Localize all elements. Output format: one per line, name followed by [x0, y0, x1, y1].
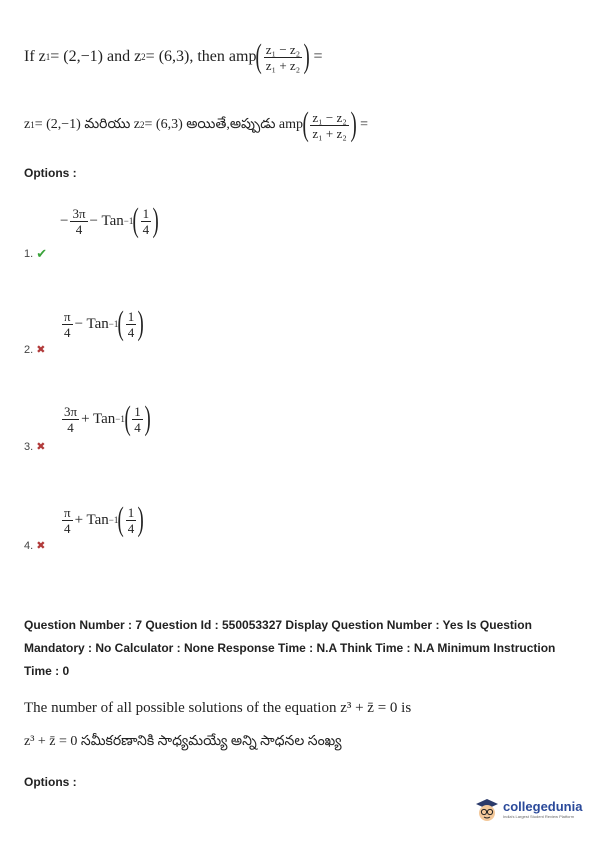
option-4-label: 4. ✖ — [24, 539, 46, 552]
cross-icon: ✖ — [36, 441, 46, 453]
option-2-expression[interactable]: $\frac{\pi}{4}$ − Tan −1 ( $\frac{1}{4}$ ) — [64, 305, 144, 342]
question-6-english: If z 1 = (2,−1) and z 2 = (6,3), then amp ( $\frac{\text{z₁ − z₂}}{\text{z₁ + z₂}}$ ) = — [24, 38, 323, 75]
options-label-2: Options : — [24, 775, 77, 789]
logo-tagline: India's Largest Student Review Platform — [503, 814, 575, 819]
q6-fraction: $\frac{\text{z₁ − z₂}}{\text{z₁ + z₂}}$ — [265, 41, 301, 73]
mascot-icon — [474, 796, 500, 824]
question-7-meta: Question Number : 7 Question Id : 550053327 Display Question Number : Yes Is Question Mandatory : No Calculator : None Response Time : N.A Think Time : N.A Minimum Instruction Time : 0 — [24, 618, 556, 678]
question-6-telugu: z 1 = (2,−1) మరియు z 2 = (6,3) అయితే,అప్పుడు amp ( $\frac{\text{z₁ − z₂}}{\text{z₁ + z₂}}$ ) = — [24, 106, 369, 143]
option-4-expression[interactable]: $\frac{\pi}{4}$ + Tan −1 ( $\frac{1}{4}$ ) — [64, 501, 144, 538]
check-icon: ✔ — [36, 246, 48, 261]
option-2-label: 2. ✖ — [24, 343, 46, 356]
q6-z1: = (2,−1) and z — [50, 48, 142, 65]
collegedunia-logo — [474, 796, 582, 824]
q6-prefix: If z — [24, 48, 46, 65]
logo-name: collegedunia — [503, 799, 583, 814]
q6-z2: = (6,3), then amp — [145, 48, 257, 65]
option-3-expression[interactable]: $\frac{3\pi}{4}$ + Tan −1 ( $\frac{1}{4}$ ) — [64, 400, 151, 437]
question-7-english: The number of all possible solutions of the equation z³ + z̄ = 0 is — [24, 700, 412, 716]
option-3-label: 3. ✖ — [24, 440, 46, 453]
option-1-expression[interactable]: − $\frac{3\pi}{4}$ − Tan −1 ( $\frac{1}{4}$ ) — [60, 202, 159, 239]
option-1-label: 1. ✔ — [24, 246, 48, 261]
q6-telugu-text: = (2,−1) మరియు z — [34, 116, 141, 132]
cross-icon: ✖ — [36, 540, 46, 552]
cross-icon: ✖ — [36, 344, 46, 356]
question-7-telugu: z³ + z̄ = 0 సమీకరణానికి సాధ్యమయ్యే అన్ని సాధనల సంఖ్య — [24, 734, 342, 749]
options-label: Options : — [24, 166, 77, 180]
